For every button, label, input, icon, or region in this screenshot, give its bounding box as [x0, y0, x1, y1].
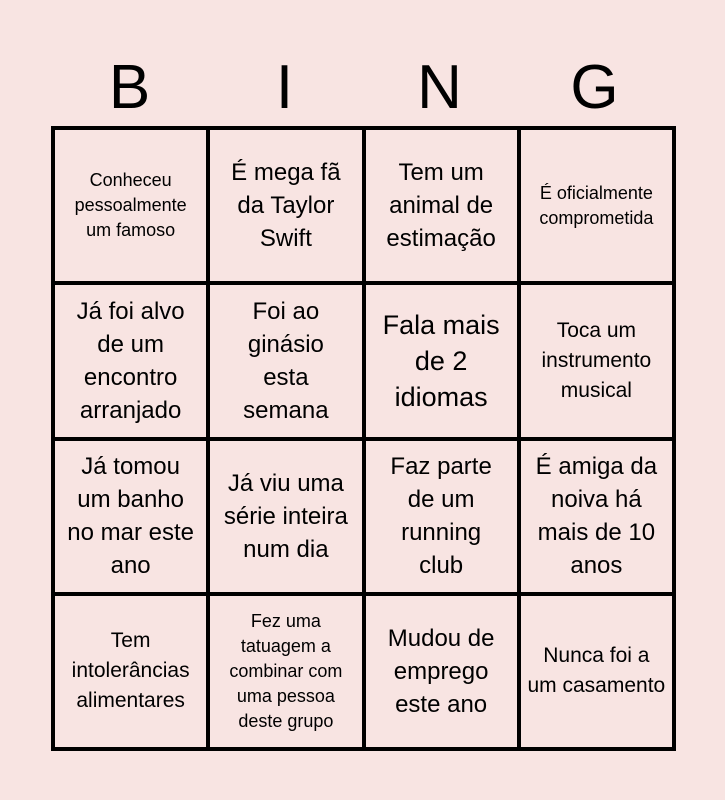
bingo-card-grid: [51, 126, 676, 751]
bingo-cell-text: É mega fã da Taylor Swift: [231, 159, 341, 253]
bingo-cell[interactable]: [521, 130, 672, 281]
bingo-cell[interactable]: [55, 130, 206, 281]
bingo-header: [52, 50, 672, 126]
bingo-cell[interactable]: [521, 596, 672, 747]
bingo-cell[interactable]: [366, 285, 517, 436]
bingo-cell-text: É amiga da noiva há mais de 10 anos: [535, 453, 658, 580]
bingo-cell[interactable]: [55, 285, 206, 436]
header-letter-n: N: [417, 53, 462, 122]
bingo-cell-text: Tem intolerâncias alimentares: [71, 629, 190, 713]
bingo-cell[interactable]: [55, 596, 206, 747]
bingo-cell[interactable]: [210, 596, 361, 747]
bingo-cell-text: Faz parte de um running club: [390, 453, 492, 580]
bingo-cell-text: Toca um instrumento musical: [541, 318, 652, 402]
bingo-cell-text: Tem um animal de estimação: [386, 159, 496, 253]
bingo-cell[interactable]: [210, 441, 361, 592]
bingo-cell[interactable]: [366, 596, 517, 747]
bingo-cell-text: Nunca foi a um casamento: [527, 644, 666, 698]
header-letter-i: I: [275, 53, 294, 122]
bingo-cell[interactable]: [210, 285, 361, 436]
header-letter-g: G: [570, 53, 619, 122]
bingo-cell[interactable]: [55, 441, 206, 592]
header-letter-b: B: [108, 53, 151, 122]
bingo-cell-text: Conheceu pessoalmente um famoso: [74, 170, 187, 241]
bingo-cell-text: Mudou de emprego este ano: [387, 624, 495, 718]
bingo-cell[interactable]: [366, 441, 517, 592]
bingo-cell-text: Foi ao ginásio esta semana: [243, 297, 329, 424]
bingo-cell-text: Fez uma tatuagem a combinar com uma pessoa deste grupo: [229, 610, 343, 731]
bingo-cell-text: É oficialmente comprometida: [539, 182, 654, 228]
bingo-cell[interactable]: [366, 130, 517, 281]
bingo-cell-text: Fala mais de 2 idiomas: [382, 309, 500, 412]
bingo-cell-text: Já viu uma série inteira num dia: [223, 469, 348, 563]
bingo-cell-text: Já foi alvo de um encontro arranjado: [76, 297, 185, 424]
bingo-cell-text: Já tomou um banho no mar este ano: [67, 453, 194, 580]
bingo-cell[interactable]: [521, 441, 672, 592]
bingo-cell[interactable]: [210, 130, 361, 281]
bingo-cell[interactable]: [521, 285, 672, 436]
